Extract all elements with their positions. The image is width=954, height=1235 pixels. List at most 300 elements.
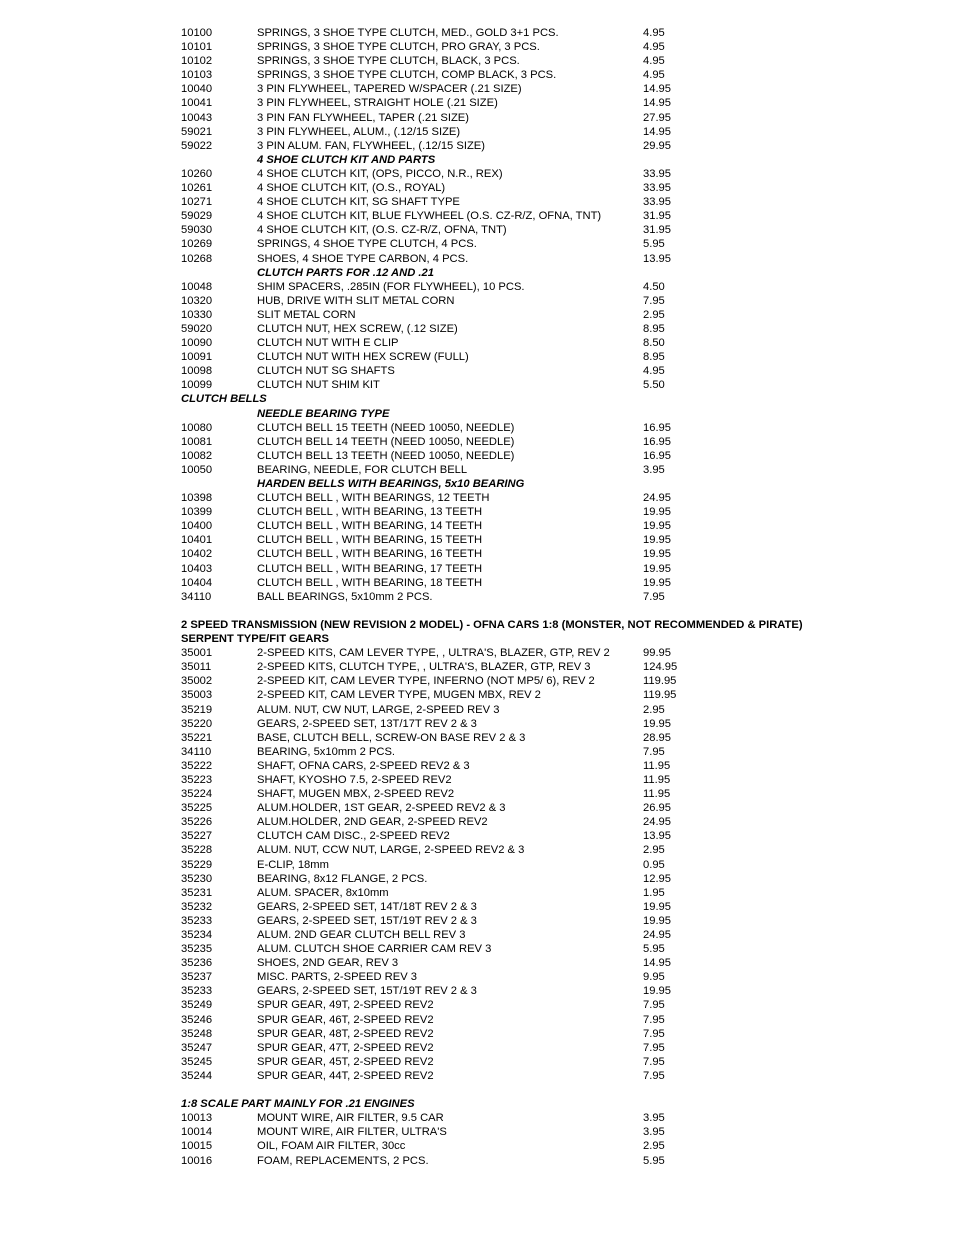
part-row bbox=[181, 195, 881, 209]
part-description: CLUTCH BELL , WITH BEARINGS, 12 TEETH bbox=[257, 492, 490, 505]
part-number: 35229 bbox=[181, 858, 213, 871]
part-row bbox=[181, 942, 881, 956]
part-description: SHAFT, OFNA CARS, 2-SPEED REV2 & 3 bbox=[257, 759, 470, 772]
part-row bbox=[181, 787, 881, 801]
part-description: CLUTCH BELL , WITH BEARING, 15 TEETH bbox=[257, 534, 483, 547]
part-price: 33.95 bbox=[643, 167, 671, 180]
part-number: 35224 bbox=[181, 788, 213, 801]
part-price: 11.95 bbox=[643, 788, 671, 801]
part-price: 28.95 bbox=[643, 731, 671, 744]
part-description: CLUTCH BELL 14 TEETH (NEED 10050, NEEDLE) bbox=[257, 435, 515, 448]
part-price: 29.95 bbox=[643, 139, 671, 152]
part-description: CLUTCH BELL 15 TEETH (NEED 10050, NEEDLE) bbox=[257, 421, 515, 434]
part-number: 35227 bbox=[181, 830, 213, 843]
part-number: 35232 bbox=[181, 900, 213, 913]
part-row bbox=[181, 858, 881, 872]
part-number: 35225 bbox=[181, 802, 213, 815]
part-number: 35221 bbox=[181, 731, 213, 744]
part-price: 4.95 bbox=[643, 27, 665, 39]
part-row bbox=[181, 731, 881, 745]
subsection-title: HARDEN BELLS WITH BEARINGS, 5x10 BEARING bbox=[257, 478, 525, 490]
part-number: 35001 bbox=[181, 647, 213, 660]
part-description: BEARING, 5x10mm 2 PCS. bbox=[257, 745, 396, 758]
part-description: 3 PIN FAN FLYWHEEL, TAPER (.21 SIZE) bbox=[257, 111, 469, 124]
part-price: 7.95 bbox=[643, 999, 665, 1012]
part-number: 35246 bbox=[181, 1013, 213, 1026]
part-number: 35233 bbox=[181, 985, 213, 998]
part-number: 35248 bbox=[181, 1027, 213, 1040]
part-price: 19.95 bbox=[643, 520, 671, 533]
part-price: 5.95 bbox=[643, 238, 665, 251]
part-row bbox=[181, 1069, 881, 1083]
part-row bbox=[181, 547, 881, 561]
subsection-title: NEEDLE BEARING TYPE bbox=[257, 407, 390, 420]
part-number: 35223 bbox=[181, 773, 213, 786]
part-description: 2-SPEED KITS, CAM LEVER TYPE, , ULTRA'S, BLAZER, GTP, REV 2 bbox=[257, 647, 610, 660]
part-price: 14.95 bbox=[643, 83, 671, 96]
section-title: 2 SPEED TRANSMISSION (NEW REVISION 2 MODEL) - OFNA CARS 1:8 (MONSTER, NOT RECOMMENDED & PIRATE) bbox=[181, 618, 803, 631]
part-number: 35222 bbox=[181, 759, 213, 772]
part-number: 10261 bbox=[181, 182, 213, 195]
part-description: 2-SPEED KIT, CAM LEVER TYPE, INFERNO (NOT MP5/ 6), REV 2 bbox=[257, 675, 595, 688]
part-price: 3.95 bbox=[643, 1112, 665, 1125]
part-price: 7.95 bbox=[643, 1055, 665, 1068]
part-price: 19.95 bbox=[643, 506, 671, 519]
part-row bbox=[181, 759, 881, 773]
part-description: SPUR GEAR, 44T, 2-SPEED REV2 bbox=[257, 1069, 434, 1082]
part-number: 10268 bbox=[181, 252, 213, 265]
part-price: 8.95 bbox=[643, 322, 665, 335]
part-description: SPUR GEAR, 46T, 2-SPEED REV2 bbox=[257, 1013, 434, 1026]
part-price: 33.95 bbox=[643, 182, 671, 195]
part-row bbox=[181, 209, 881, 223]
section-heading bbox=[181, 1097, 881, 1111]
part-number: 10013 bbox=[181, 1112, 213, 1125]
part-number: 10082 bbox=[181, 449, 213, 462]
part-row bbox=[181, 590, 881, 604]
part-description: CLUTCH BELL , WITH BEARING, 18 TEETH bbox=[257, 576, 483, 589]
part-description: ALUM.HOLDER, 1ST GEAR, 2-SPEED REV2 & 3 bbox=[257, 802, 506, 815]
part-number: 10320 bbox=[181, 294, 213, 307]
price-list bbox=[181, 26, 881, 1168]
part-price: 4.95 bbox=[643, 365, 665, 378]
part-row bbox=[181, 125, 881, 139]
part-price: 8.50 bbox=[643, 337, 665, 350]
part-description: 2-SPEED KITS, CLUTCH TYPE, , ULTRA'S, BLAZER, GTP, REV 3 bbox=[257, 661, 591, 674]
part-row bbox=[181, 562, 881, 576]
part-price: 31.95 bbox=[643, 210, 671, 223]
part-description: SHAFT, KYOSHO 7.5, 2-SPEED REV2 bbox=[257, 773, 452, 786]
part-description: CLUTCH BELL , WITH BEARING, 14 TEETH bbox=[257, 520, 483, 533]
part-row bbox=[181, 336, 881, 350]
part-number: 59021 bbox=[181, 125, 213, 138]
part-row bbox=[181, 773, 881, 787]
part-number: 10399 bbox=[181, 506, 213, 519]
part-row bbox=[181, 519, 881, 533]
part-row bbox=[181, 463, 881, 477]
part-price: 14.95 bbox=[643, 125, 671, 138]
part-row bbox=[181, 378, 881, 392]
part-row bbox=[181, 40, 881, 54]
part-number: 59029 bbox=[181, 210, 213, 223]
part-price: 14.95 bbox=[643, 957, 671, 970]
part-price: 7.95 bbox=[643, 1041, 665, 1054]
part-number: 10103 bbox=[181, 69, 213, 82]
part-price: 4.95 bbox=[643, 41, 665, 54]
part-price: 119.95 bbox=[643, 675, 677, 688]
subsection-heading bbox=[181, 153, 881, 167]
part-number: 10040 bbox=[181, 83, 213, 96]
part-price: 5.50 bbox=[643, 379, 665, 392]
part-description: BEARING, NEEDLE, FOR CLUTCH BELL bbox=[257, 463, 468, 476]
part-row bbox=[181, 364, 881, 378]
part-number: 10098 bbox=[181, 365, 213, 378]
part-row bbox=[181, 872, 881, 886]
part-row bbox=[181, 54, 881, 68]
part-row bbox=[181, 26, 881, 40]
part-price: 2.95 bbox=[643, 844, 665, 857]
part-row bbox=[181, 1055, 881, 1069]
part-number: 35219 bbox=[181, 703, 213, 716]
part-row bbox=[181, 505, 881, 519]
part-row bbox=[181, 449, 881, 463]
part-number: 10401 bbox=[181, 534, 213, 547]
part-price: 7.95 bbox=[643, 1013, 665, 1026]
part-price: 11.95 bbox=[643, 759, 671, 772]
part-description: SPRINGS, 3 SHOE TYPE CLUTCH, COMP BLACK, 3 PCS. bbox=[257, 69, 557, 82]
part-number: 10099 bbox=[181, 379, 213, 392]
part-number: 10260 bbox=[181, 167, 213, 180]
part-description: GEARS, 2-SPEED SET, 15T/19T REV 2 & 3 bbox=[257, 914, 477, 927]
part-number: 10091 bbox=[181, 351, 213, 364]
part-price: 9.95 bbox=[643, 971, 665, 984]
part-number: 35249 bbox=[181, 999, 213, 1012]
part-row bbox=[181, 181, 881, 195]
subsection-title: 4 SHOE CLUTCH KIT AND PARTS bbox=[257, 153, 436, 166]
part-description: CLUTCH CAM DISC., 2-SPEED REV2 bbox=[257, 830, 450, 843]
part-number: 10102 bbox=[181, 55, 213, 68]
part-description: 4 SHOE CLUTCH KIT, BLUE FLYWHEEL (O.S. CZ-R/Z, OFNA, TNT) bbox=[257, 210, 602, 223]
part-price: 3.95 bbox=[643, 463, 665, 476]
part-number: 10090 bbox=[181, 337, 213, 350]
part-number: 10043 bbox=[181, 111, 213, 124]
part-description: ALUM. CLUTCH SHOE CARRIER CAM REV 3 bbox=[257, 943, 492, 956]
part-description: CLUTCH NUT WITH E CLIP bbox=[257, 337, 399, 350]
part-number: 10101 bbox=[181, 41, 213, 54]
part-row bbox=[181, 1154, 881, 1168]
part-price: 7.95 bbox=[643, 1069, 665, 1082]
part-price: 4.50 bbox=[643, 280, 665, 293]
part-price: 24.95 bbox=[643, 929, 671, 941]
part-description: SPRINGS, 3 SHOE TYPE CLUTCH, MED., GOLD 3+1 PCS. bbox=[257, 27, 559, 39]
part-number: 10041 bbox=[181, 97, 213, 110]
part-price: 19.95 bbox=[643, 717, 671, 730]
part-number: 35220 bbox=[181, 717, 213, 730]
part-row bbox=[181, 886, 881, 900]
part-number: 35234 bbox=[181, 929, 213, 941]
part-number: 35236 bbox=[181, 957, 213, 970]
part-number: 10048 bbox=[181, 280, 213, 293]
part-description: SLIT METAL CORN bbox=[257, 308, 356, 321]
part-price: 8.95 bbox=[643, 351, 665, 364]
part-row bbox=[181, 1013, 881, 1027]
part-description: 3 PIN FLYWHEEL, STRAIGHT HOLE (.21 SIZE) bbox=[257, 97, 498, 110]
section-heading bbox=[181, 618, 881, 632]
part-price: 19.95 bbox=[643, 900, 671, 913]
part-number: 35233 bbox=[181, 914, 213, 927]
part-description: 3 PIN FLYWHEEL, TAPERED W/SPACER (.21 SIZE) bbox=[257, 83, 522, 96]
part-row bbox=[181, 900, 881, 914]
part-row bbox=[181, 82, 881, 96]
part-description: CLUTCH NUT SG SHAFTS bbox=[257, 365, 395, 378]
part-row bbox=[181, 928, 881, 942]
part-number: 35228 bbox=[181, 844, 213, 857]
part-price: 27.95 bbox=[643, 111, 671, 124]
part-row bbox=[181, 139, 881, 153]
part-row bbox=[181, 843, 881, 857]
part-row bbox=[181, 815, 881, 829]
part-row bbox=[181, 1139, 881, 1153]
part-price: 99.95 bbox=[643, 647, 671, 660]
part-price: 26.95 bbox=[643, 802, 671, 815]
part-row bbox=[181, 223, 881, 237]
part-description: GEARS, 2-SPEED SET, 14T/18T REV 2 & 3 bbox=[257, 900, 477, 913]
part-description: E-CLIP, 18mm bbox=[257, 858, 329, 871]
part-row bbox=[181, 970, 881, 984]
part-description: 3 PIN ALUM. FAN, FLYWHEEL, (.12/15 SIZE) bbox=[257, 139, 485, 152]
part-number: 10269 bbox=[181, 238, 213, 251]
part-price: 4.95 bbox=[643, 69, 665, 82]
part-description: 4 SHOE CLUTCH KIT, (OPS, PICCO, N.R., REX) bbox=[257, 167, 503, 180]
part-description: 4 SHOE CLUTCH KIT, (O.S. CZ-R/Z, OFNA, TNT) bbox=[257, 224, 507, 237]
part-price: 16.95 bbox=[643, 421, 671, 434]
part-price: 19.95 bbox=[643, 985, 671, 998]
part-price: 14.95 bbox=[643, 97, 671, 110]
part-price: 12.95 bbox=[643, 872, 671, 885]
part-number: 10015 bbox=[181, 1140, 213, 1153]
part-row bbox=[181, 829, 881, 843]
part-row bbox=[181, 111, 881, 125]
part-row bbox=[181, 703, 881, 717]
part-row bbox=[181, 1027, 881, 1041]
part-number: 10271 bbox=[181, 196, 213, 209]
part-number: 10404 bbox=[181, 576, 213, 589]
part-number: 34110 bbox=[181, 745, 212, 758]
part-description: OIL, FOAM AIR FILTER, 30cc bbox=[257, 1140, 406, 1153]
part-row bbox=[181, 1041, 881, 1055]
part-description: CLUTCH NUT, HEX SCREW, (.12 SIZE) bbox=[257, 322, 458, 335]
part-description: FOAM, REPLACEMENTS, 2 PCS. bbox=[257, 1154, 429, 1167]
part-price: 13.95 bbox=[643, 252, 671, 265]
part-description: MOUNT WIRE, AIR FILTER, 9.5 CAR bbox=[257, 1112, 444, 1125]
part-price: 2.95 bbox=[643, 703, 665, 716]
part-price: 2.95 bbox=[643, 308, 665, 321]
part-description: SPRINGS, 3 SHOE TYPE CLUTCH, PRO GRAY, 3 PCS. bbox=[257, 41, 540, 54]
part-row bbox=[181, 167, 881, 181]
part-description: CLUTCH NUT WITH HEX SCREW (FULL) bbox=[257, 351, 469, 364]
part-row bbox=[181, 252, 881, 266]
part-price: 7.95 bbox=[643, 1027, 665, 1040]
part-description: ALUM. SPACER, 8x10mm bbox=[257, 886, 389, 899]
part-number: 59022 bbox=[181, 139, 213, 152]
part-number: 35230 bbox=[181, 872, 213, 885]
part-row bbox=[181, 421, 881, 435]
part-price: 24.95 bbox=[643, 492, 671, 505]
part-price: 24.95 bbox=[643, 816, 671, 829]
part-description: SPUR GEAR, 48T, 2-SPEED REV2 bbox=[257, 1027, 434, 1040]
section-heading bbox=[181, 632, 881, 646]
part-price: 31.95 bbox=[643, 224, 671, 237]
part-number: 35244 bbox=[181, 1069, 213, 1082]
part-price: 5.95 bbox=[643, 943, 665, 956]
part-price: 5.95 bbox=[643, 1154, 665, 1167]
part-number: 35231 bbox=[181, 886, 213, 899]
part-row bbox=[181, 674, 881, 688]
part-price: 124.95 bbox=[643, 661, 678, 674]
part-price: 7.95 bbox=[643, 745, 665, 758]
part-number: 59030 bbox=[181, 224, 213, 237]
part-row bbox=[181, 435, 881, 449]
part-number: 10014 bbox=[181, 1126, 213, 1139]
part-price: 7.95 bbox=[643, 294, 665, 307]
part-row bbox=[181, 646, 881, 660]
part-price: 2.95 bbox=[643, 1140, 665, 1153]
subsection-heading bbox=[181, 266, 881, 280]
part-description: CLUTCH BELL , WITH BEARING, 16 TEETH bbox=[257, 548, 483, 561]
part-description: ALUM. 2ND GEAR CLUTCH BELL REV 3 bbox=[257, 929, 466, 941]
part-description: CLUTCH BELL , WITH BEARING, 17 TEETH bbox=[257, 562, 483, 575]
part-description: ALUM. NUT, CCW NUT, LARGE, 2-SPEED REV2 & 3 bbox=[257, 844, 525, 857]
part-description: GEARS, 2-SPEED SET, 15T/19T REV 2 & 3 bbox=[257, 985, 477, 998]
part-price: 19.95 bbox=[643, 914, 671, 927]
part-description: SPRINGS, 4 SHOE TYPE CLUTCH, 4 PCS. bbox=[257, 238, 477, 251]
part-row bbox=[181, 96, 881, 110]
part-row bbox=[181, 1125, 881, 1139]
blank-row bbox=[181, 604, 881, 618]
part-description: HUB, DRIVE WITH SLIT METAL CORN bbox=[257, 294, 455, 307]
part-price: 4.95 bbox=[643, 55, 665, 68]
part-price: 0.95 bbox=[643, 858, 665, 871]
part-number: 10050 bbox=[181, 463, 213, 476]
part-number: 35011 bbox=[181, 661, 212, 674]
part-description: SHIM SPACERS, .285IN (FOR FLYWHEEL), 10 PCS. bbox=[257, 280, 525, 293]
part-row bbox=[181, 688, 881, 702]
part-description: SPRINGS, 3 SHOE TYPE CLUTCH, BLACK, 3 PCS. bbox=[257, 55, 520, 68]
part-price: 33.95 bbox=[643, 196, 671, 209]
subsection-heading bbox=[181, 477, 881, 491]
part-row bbox=[181, 914, 881, 928]
part-row bbox=[181, 801, 881, 815]
part-number: 35237 bbox=[181, 971, 213, 984]
part-row bbox=[181, 1111, 881, 1125]
part-description: MOUNT WIRE, AIR FILTER, ULTRA'S bbox=[257, 1126, 447, 1139]
subsection-title: CLUTCH PARTS FOR .12 AND .21 bbox=[257, 266, 434, 279]
part-price: 3.95 bbox=[643, 1126, 665, 1139]
part-description: 4 SHOE CLUTCH KIT, (O.S., ROYAL) bbox=[257, 182, 446, 195]
part-description: BALL BEARINGS, 5x10mm 2 PCS. bbox=[257, 590, 433, 603]
part-number: 10403 bbox=[181, 562, 213, 575]
part-row bbox=[181, 956, 881, 970]
section-title: 1:8 SCALE PART MAINLY FOR .21 ENGINES bbox=[181, 1098, 415, 1111]
part-row bbox=[181, 280, 881, 294]
part-row bbox=[181, 68, 881, 82]
part-number: 10100 bbox=[181, 27, 213, 39]
part-description: CLUTCH BELL 13 TEETH (NEED 10050, NEEDLE) bbox=[257, 449, 515, 462]
part-description: 4 SHOE CLUTCH KIT, SG SHAFT TYPE bbox=[257, 196, 460, 209]
part-description: ALUM. NUT, CW NUT, LARGE, 2-SPEED REV 3 bbox=[257, 703, 500, 716]
part-number: 35226 bbox=[181, 816, 213, 829]
part-price: 1.95 bbox=[643, 886, 665, 899]
part-row bbox=[181, 322, 881, 336]
part-description: CLUTCH BELL , WITH BEARING, 13 TEETH bbox=[257, 506, 483, 519]
part-number: 35247 bbox=[181, 1041, 213, 1054]
part-description: SPUR GEAR, 49T, 2-SPEED REV2 bbox=[257, 999, 434, 1012]
part-description: 2-SPEED KIT, CAM LEVER TYPE, MUGEN MBX, REV 2 bbox=[257, 689, 541, 702]
part-price: 11.95 bbox=[643, 773, 671, 786]
part-row bbox=[181, 533, 881, 547]
part-number: 35002 bbox=[181, 675, 213, 688]
part-price: 19.95 bbox=[643, 548, 671, 561]
part-price: 16.95 bbox=[643, 449, 671, 462]
part-number: 59020 bbox=[181, 322, 213, 335]
section-heading bbox=[181, 392, 881, 406]
part-description: BEARING, 8x12 FLANGE, 2 PCS. bbox=[257, 872, 428, 885]
part-number: 35235 bbox=[181, 943, 213, 956]
part-description: MISC. PARTS, 2-SPEED REV 3 bbox=[257, 971, 417, 984]
part-row bbox=[181, 717, 881, 731]
part-description: SHOES, 4 SHOE TYPE CARBON, 4 PCS. bbox=[257, 252, 469, 265]
part-row bbox=[181, 998, 881, 1012]
part-description: BASE, CLUTCH BELL, SCREW-ON BASE REV 2 & 3 bbox=[257, 731, 526, 744]
part-description: CLUTCH NUT SHIM KIT bbox=[257, 379, 380, 392]
part-description: 3 PIN FLYWHEEL, ALUM., (.12/15 SIZE) bbox=[257, 125, 461, 138]
part-row bbox=[181, 237, 881, 251]
part-description: SPUR GEAR, 45T, 2-SPEED REV2 bbox=[257, 1055, 434, 1068]
part-number: 10402 bbox=[181, 548, 213, 561]
part-number: 10016 bbox=[181, 1154, 213, 1167]
part-number: 35003 bbox=[181, 689, 213, 702]
part-number: 10081 bbox=[181, 435, 213, 448]
part-row bbox=[181, 350, 881, 364]
part-number: 10398 bbox=[181, 492, 213, 505]
part-number: 10330 bbox=[181, 308, 213, 321]
part-row bbox=[181, 491, 881, 505]
part-row bbox=[181, 984, 881, 998]
part-row bbox=[181, 745, 881, 759]
part-description: SHOES, 2ND GEAR, REV 3 bbox=[257, 957, 399, 970]
part-price: 19.95 bbox=[643, 562, 671, 575]
part-description: ALUM.HOLDER, 2ND GEAR, 2-SPEED REV2 bbox=[257, 816, 488, 829]
part-row bbox=[181, 308, 881, 322]
part-price: 7.95 bbox=[643, 590, 665, 603]
part-description: SPUR GEAR, 47T, 2-SPEED REV2 bbox=[257, 1041, 434, 1054]
part-number: 34110 bbox=[181, 590, 212, 603]
subsection-heading bbox=[181, 407, 881, 421]
part-number: 35245 bbox=[181, 1055, 213, 1068]
section-title: SERPENT TYPE/FIT GEARS bbox=[181, 633, 329, 646]
part-description: GEARS, 2-SPEED SET, 13T/17T REV 2 & 3 bbox=[257, 717, 477, 730]
part-price: 16.95 bbox=[643, 435, 671, 448]
part-price: 19.95 bbox=[643, 576, 671, 589]
part-price: 13.95 bbox=[643, 830, 671, 843]
part-number: 10080 bbox=[181, 421, 213, 434]
part-description: SHAFT, MUGEN MBX, 2-SPEED REV2 bbox=[257, 788, 455, 801]
part-row bbox=[181, 294, 881, 308]
part-price: 19.95 bbox=[643, 534, 671, 547]
part-price: 119.95 bbox=[643, 689, 677, 702]
part-number: 10400 bbox=[181, 520, 213, 533]
part-row bbox=[181, 576, 881, 590]
